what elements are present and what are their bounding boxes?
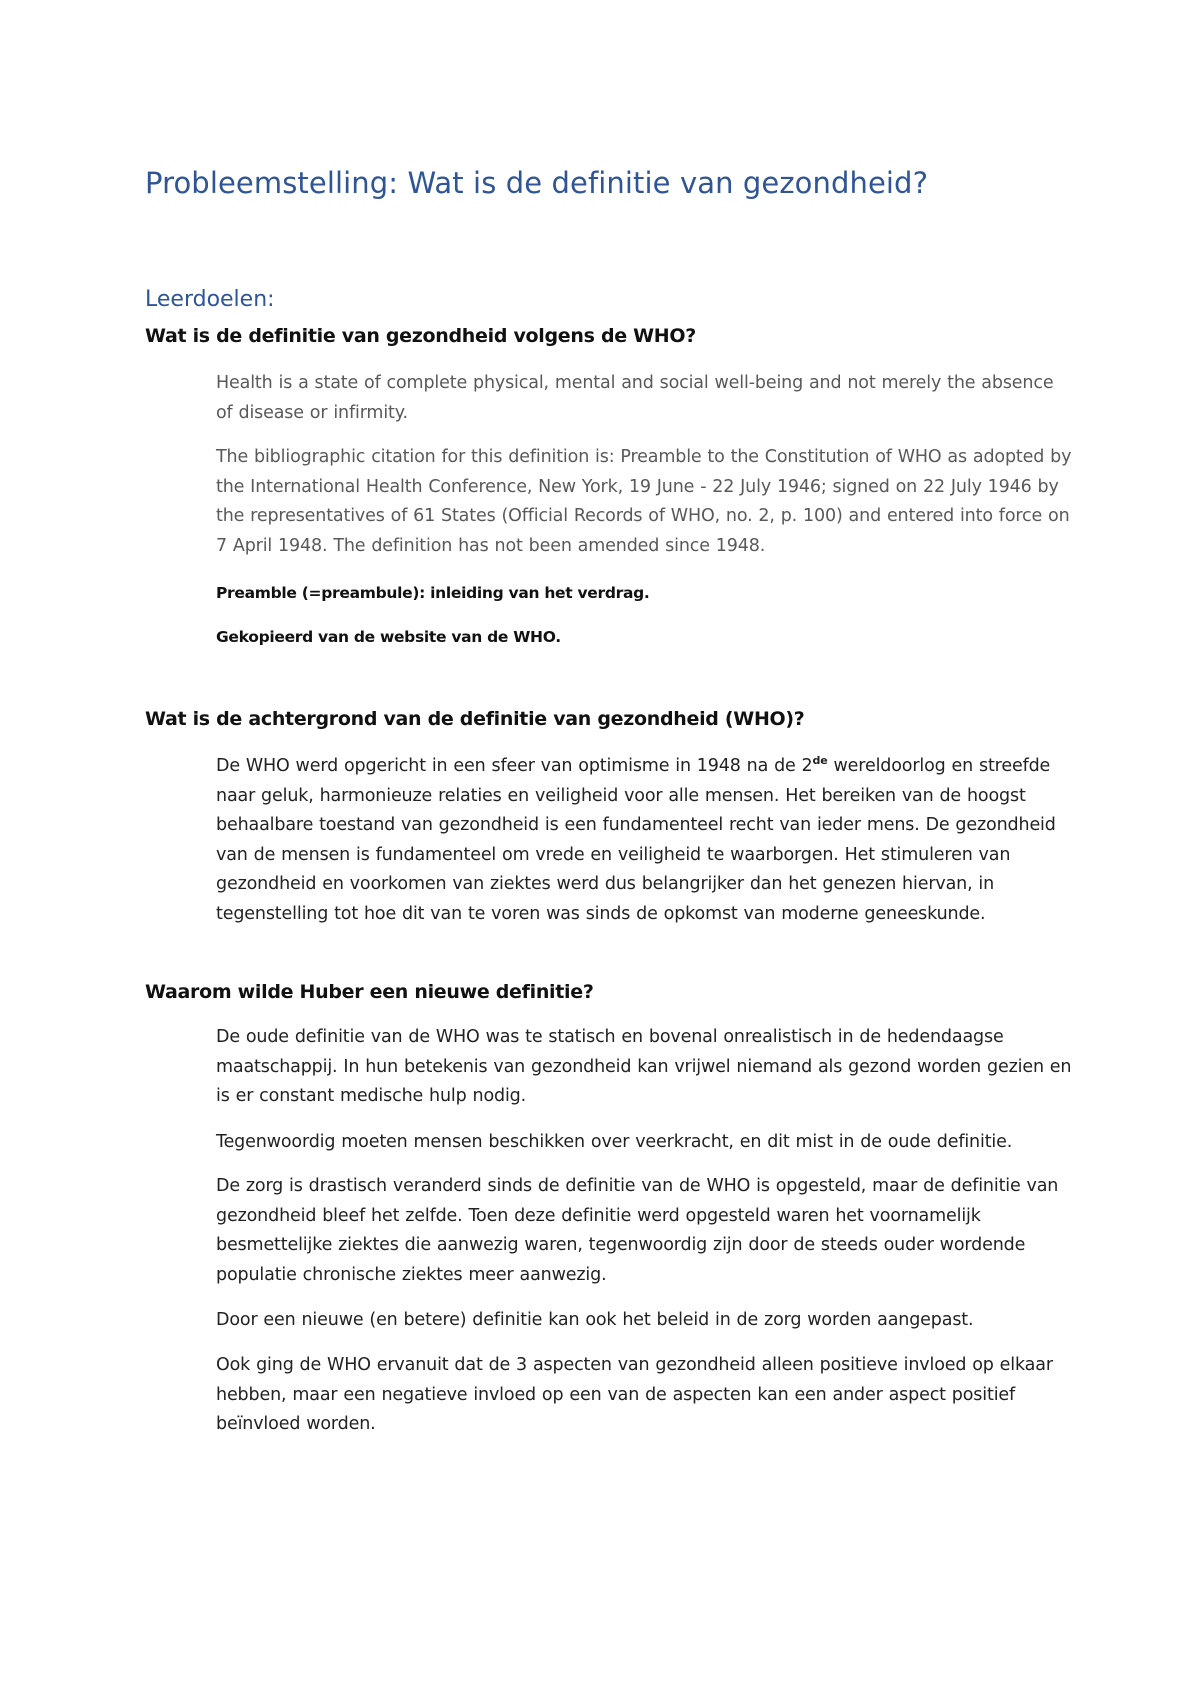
section-heading-background: Wat is de achtergrond van de definitie van gezondheid (WHO)? <box>145 708 805 730</box>
preamble-note: Preamble (=preambule): inleiding van het verdrag. <box>216 584 650 602</box>
learning-goals-heading: Leerdoelen: <box>145 287 275 312</box>
huber-paragraph-4: Door een nieuwe (en betere) definitie kan ook het beleid in de zorg worden aangepast. <box>216 1310 974 1330</box>
background-text-end: wereldoorlog en streefde naar geluk, harmonieuze relaties en veiligheid voor alle mensen. Het bereiken van de hoogst behaalbare toestand van gezondheid is een fundamenteel recht van ieder mens. De gezondheid van de mensen is fundamenteel om vrede en veiligheid te waarborgen. Het stimuleren van gezondheid en voorkomen van ziektes werd dus belangrijker dan het genezen hiervan, in tegenstelling tot hoe dit van te voren was sinds de opkomst van moderne geneeskunde. <box>216 756 1056 924</box>
who-definition-quote: Health is a state of complete physical, mental and social well-being and not merely the absence of disease or infirmity. <box>216 373 1054 423</box>
document-title: Probleemstelling: Wat is de definitie van gezondheid? <box>145 166 929 200</box>
huber-paragraph-3: De zorg is drastisch veranderd sinds de definitie van de WHO is opgesteld, maar de definitie van gezondheid bleef het zelfde. Toen deze definitie werd opgesteld waren het voornamelijk besmettelijke ziektes die aanwezig waren, tegenwoordig zijn door de steeds ouder wordende populatie chronische ziektes meer aanwezig. <box>216 1176 1059 1285</box>
background-text-start: De WHO werd opgericht in een sfeer van optimisme in 1948 na de 2 <box>216 756 813 776</box>
huber-paragraph-5: Ook ging de WHO ervanuit dat de 3 aspecten van gezondheid alleen positieve invloed op elkaar hebben, maar een negatieve invloed op een van de aspecten kan een ander aspect positief beïnvloed worden. <box>216 1355 1053 1434</box>
bibliographic-citation: The bibliographic citation for this definition is: Preamble to the Constitution of WHO as adopted by the International Health Conference, New York, 19 June - 22 July 1946; signed on 22 July 1946 by the representatives of 61 States (Official Records of WHO, no. 2, p. 100) and entered into force on 7 April 1948. The definition has not been amended since 1948. <box>216 447 1072 556</box>
huber-paragraph-2: Tegenwoordig moeten mensen beschikken over veerkracht, en dit mist in de oude definitie. <box>216 1132 1013 1152</box>
section-heading-who-definition: Wat is de definitie van gezondheid volgens de WHO? <box>145 325 696 347</box>
ordinal-superscript: de <box>812 754 828 768</box>
section-heading-huber: Waarom wilde Huber een nieuwe definitie? <box>145 981 594 1003</box>
source-note: Gekopieerd van de website van de WHO. <box>216 628 561 646</box>
huber-paragraph-1: De oude definitie van de WHO was te statisch en bovenal onrealistisch in de hedendaagse maatschappij. In hun betekenis van gezondheid kan vrijwel niemand als gezond worden gezien en is er constant medische hulp nodig. <box>216 1027 1072 1106</box>
background-paragraph <box>216 752 1072 929</box>
